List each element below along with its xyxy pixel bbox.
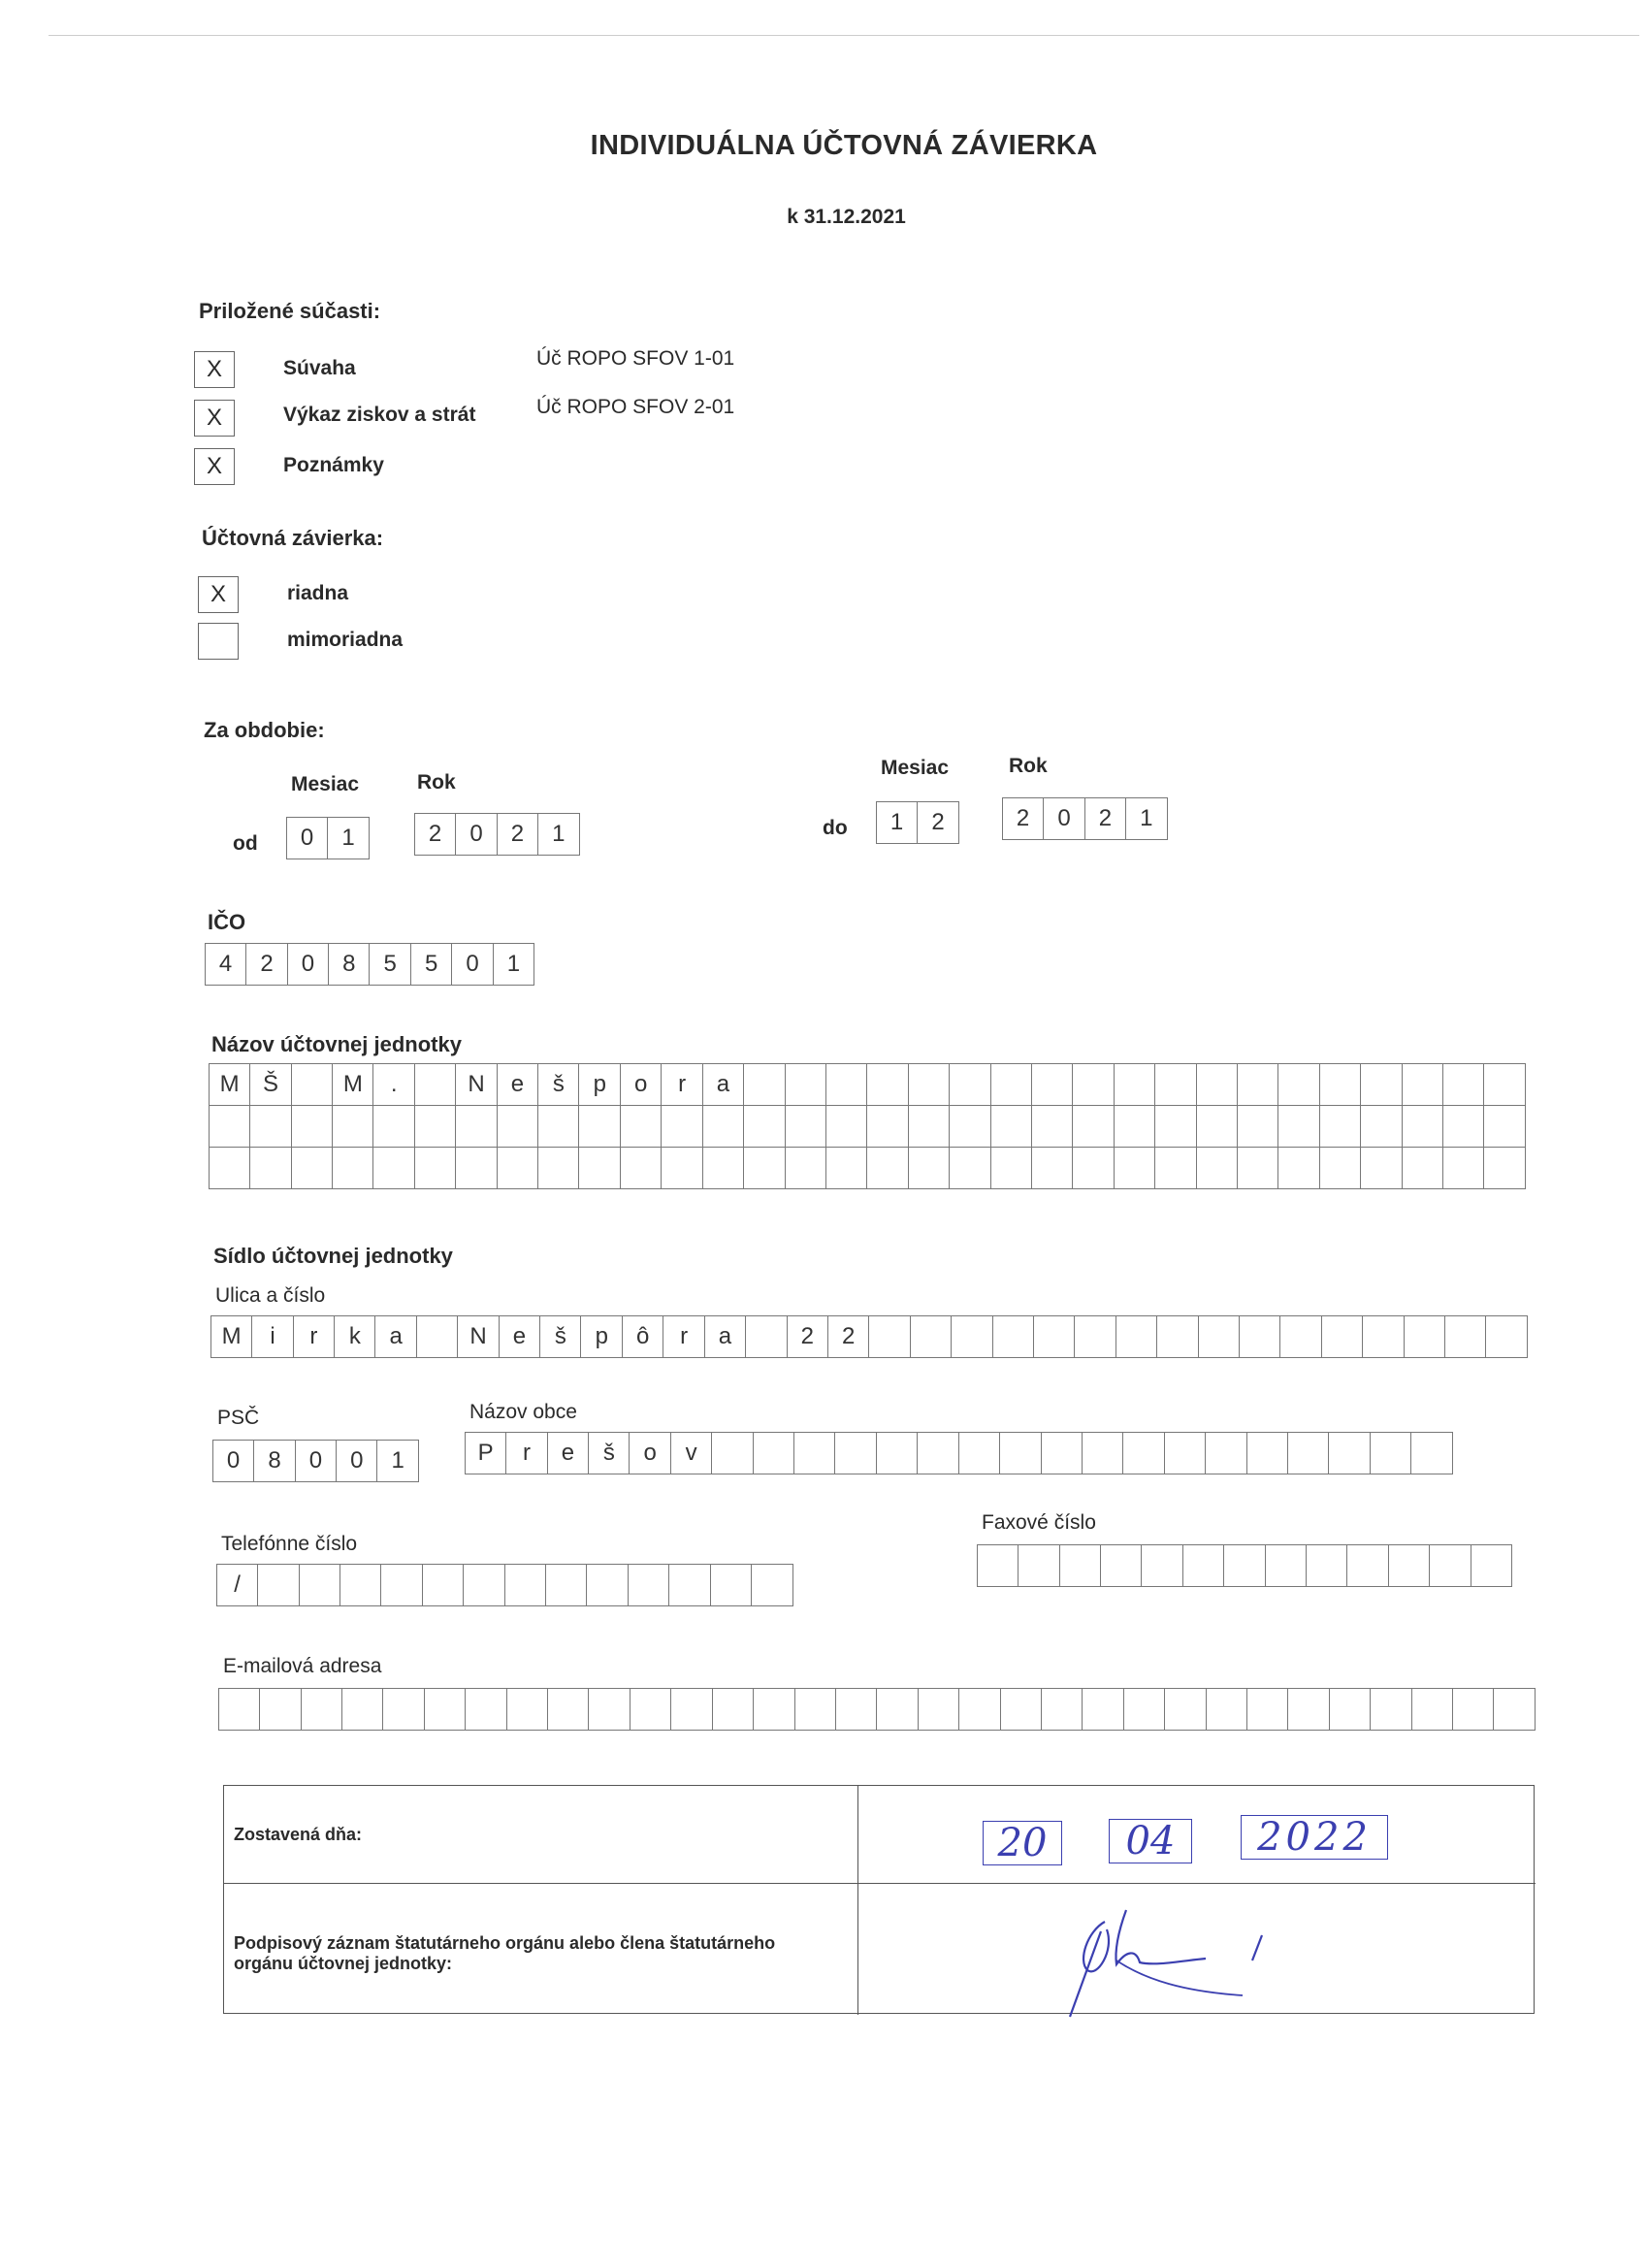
char-cell[interactable]: [1237, 1063, 1279, 1106]
char-cell[interactable]: o: [620, 1063, 663, 1106]
char-cell[interactable]: Š: [249, 1063, 292, 1106]
char-cell[interactable]: [1444, 1315, 1487, 1358]
char-cell[interactable]: [259, 1688, 302, 1731]
char-cell[interactable]: [711, 1432, 754, 1474]
char-cell[interactable]: [545, 1564, 588, 1606]
char-cell[interactable]: [382, 1688, 425, 1731]
ico-field[interactable]: [206, 943, 534, 986]
char-cell[interactable]: M: [210, 1315, 253, 1358]
document-date: k 31.12.2021: [787, 206, 906, 228]
char-cell[interactable]: [1072, 1063, 1115, 1106]
fax-field[interactable]: [978, 1544, 1512, 1587]
char-cell[interactable]: [1493, 1688, 1536, 1731]
char-cell[interactable]: [1059, 1544, 1102, 1587]
char-cell[interactable]: [1182, 1544, 1225, 1587]
char-cell[interactable]: [1319, 1063, 1362, 1106]
checkbox-regular[interactable]: X: [198, 576, 239, 613]
char-cell[interactable]: [1164, 1688, 1207, 1731]
char-cell[interactable]: [785, 1147, 827, 1189]
char-cell[interactable]: [670, 1688, 713, 1731]
char-cell[interactable]: [1082, 1432, 1124, 1474]
char-cell[interactable]: r: [293, 1315, 336, 1358]
char-cell[interactable]: [785, 1063, 827, 1106]
char-cell[interactable]: [1483, 1147, 1526, 1189]
char-cell[interactable]: [537, 1147, 580, 1189]
char-cell[interactable]: [209, 1105, 251, 1148]
char-cell[interactable]: p: [578, 1063, 621, 1106]
char-cell[interactable]: [785, 1105, 827, 1148]
char-cell[interactable]: [702, 1105, 745, 1148]
char-cell[interactable]: [1154, 1105, 1197, 1148]
char-cell[interactable]: [999, 1432, 1042, 1474]
char-cell[interactable]: [710, 1564, 753, 1606]
char-cell[interactable]: [588, 1688, 630, 1731]
char-cell[interactable]: [1429, 1544, 1471, 1587]
char-cell[interactable]: [918, 1688, 960, 1731]
checkbox-profit-loss[interactable]: X: [194, 400, 235, 437]
char-cell[interactable]: 2: [245, 943, 288, 986]
char-cell[interactable]: [332, 1105, 374, 1148]
phone-label: Telefónne číslo: [221, 1533, 358, 1555]
char-cell[interactable]: [1442, 1105, 1485, 1148]
char-cell[interactable]: [1277, 1063, 1320, 1106]
char-cell[interactable]: [249, 1105, 292, 1148]
char-cell[interactable]: [497, 1147, 539, 1189]
char-cell[interactable]: [1196, 1147, 1239, 1189]
char-cell[interactable]: [1319, 1105, 1362, 1148]
name-row: [210, 1147, 1526, 1189]
char-cell[interactable]: [712, 1688, 755, 1731]
period-heading: Za obdobie:: [204, 718, 325, 742]
char-cell[interactable]: [301, 1688, 343, 1731]
char-cell[interactable]: [1329, 1688, 1372, 1731]
label-balance: Súvaha: [283, 357, 356, 379]
char-cell[interactable]: [455, 1105, 498, 1148]
char-cell[interactable]: [1442, 1147, 1485, 1189]
char-cell[interactable]: [341, 1688, 384, 1731]
char-cell[interactable]: [876, 1432, 919, 1474]
char-cell[interactable]: a: [704, 1315, 747, 1358]
char-cell[interactable]: š: [537, 1063, 580, 1106]
char-cell[interactable]: [743, 1105, 786, 1148]
char-cell[interactable]: e: [497, 1063, 539, 1106]
name-field[interactable]: [210, 1063, 1526, 1189]
char-cell[interactable]: [702, 1147, 745, 1189]
char-cell[interactable]: [620, 1147, 663, 1189]
sign-label: Podpisový záznam štatutárneho orgánu alebo člena štatutárneho orgánu účtovnej jednotky:: [234, 1933, 776, 1973]
char-cell[interactable]: 1: [493, 943, 535, 986]
column-divider: [857, 1786, 858, 2015]
char-cell[interactable]: 5: [369, 943, 411, 986]
char-cell[interactable]: [1074, 1315, 1116, 1358]
char-cell[interactable]: [291, 1147, 334, 1189]
char-cell[interactable]: 8: [328, 943, 371, 986]
phone-field[interactable]: [217, 1564, 793, 1606]
code-balance: Úč ROPO SFOV 1-01: [536, 347, 735, 370]
char-cell[interactable]: [1196, 1105, 1239, 1148]
digit-cell[interactable]: 2: [497, 813, 539, 856]
char-cell[interactable]: [1123, 1688, 1166, 1731]
digit-cell[interactable]: 1: [327, 817, 370, 859]
char-cell[interactable]: [834, 1432, 877, 1474]
char-cell[interactable]: [1141, 1544, 1183, 1587]
checkbox-notes[interactable]: X: [194, 448, 235, 485]
char-cell[interactable]: 0: [295, 1440, 338, 1482]
char-cell[interactable]: [908, 1105, 951, 1148]
char-cell[interactable]: [1360, 1147, 1403, 1189]
char-cell[interactable]: 8: [253, 1440, 296, 1482]
char-cell[interactable]: [661, 1147, 703, 1189]
char-cell[interactable]: P: [465, 1432, 507, 1474]
char-cell[interactable]: [1346, 1544, 1389, 1587]
char-cell[interactable]: [291, 1063, 334, 1106]
digit-cell[interactable]: 1: [1125, 797, 1168, 840]
code-profit-loss: Úč ROPO SFOV 2-01: [536, 396, 735, 418]
char-cell[interactable]: [990, 1105, 1033, 1148]
char-cell[interactable]: [866, 1105, 909, 1148]
char-cell[interactable]: [1114, 1063, 1156, 1106]
char-cell[interactable]: 1: [376, 1440, 419, 1482]
char-cell[interactable]: [506, 1688, 549, 1731]
digit-cell[interactable]: 2: [1084, 797, 1127, 840]
label-profit-loss: Výkaz ziskov a strát: [283, 404, 476, 426]
to-year-label: Rok: [1009, 755, 1048, 777]
char-cell[interactable]: [1287, 1432, 1330, 1474]
char-cell[interactable]: [1072, 1147, 1115, 1189]
char-cell[interactable]: [497, 1105, 539, 1148]
char-cell[interactable]: 0: [287, 943, 330, 986]
email-field[interactable]: [219, 1688, 1536, 1731]
street-field[interactable]: [211, 1315, 1528, 1358]
char-cell[interactable]: [209, 1147, 251, 1189]
char-cell[interactable]: [949, 1105, 991, 1148]
char-cell[interactable]: [1360, 1105, 1403, 1148]
char-cell[interactable]: [1279, 1315, 1322, 1358]
char-cell[interactable]: [661, 1105, 703, 1148]
char-cell[interactable]: [794, 1688, 837, 1731]
document-title: INDIVIDUÁLNA ÚČTOVNÁ ZÁVIERKA: [590, 130, 1098, 161]
char-cell[interactable]: [743, 1063, 786, 1106]
char-cell[interactable]: š: [539, 1315, 582, 1358]
compiled-year[interactable]: 2022: [1241, 1815, 1388, 1860]
char-cell[interactable]: [1031, 1147, 1074, 1189]
char-cell[interactable]: [958, 1688, 1001, 1731]
char-cell[interactable]: [1237, 1147, 1279, 1189]
char-cell[interactable]: [1246, 1432, 1289, 1474]
char-cell[interactable]: [414, 1147, 457, 1189]
char-cell[interactable]: [949, 1063, 991, 1106]
char-cell[interactable]: [463, 1564, 505, 1606]
char-cell[interactable]: [424, 1688, 467, 1731]
fax-label: Faxové číslo: [982, 1511, 1096, 1534]
char-cell[interactable]: e: [499, 1315, 541, 1358]
char-cell[interactable]: v: [670, 1432, 713, 1474]
digit-cell[interactable]: 0: [286, 817, 329, 859]
char-cell[interactable]: [1206, 1688, 1248, 1731]
char-cell[interactable]: [1370, 1432, 1412, 1474]
char-cell[interactable]: [958, 1432, 1001, 1474]
char-cell[interactable]: [372, 1105, 415, 1148]
char-cell[interactable]: [1033, 1315, 1076, 1358]
char-cell[interactable]: [1360, 1063, 1403, 1106]
char-cell[interactable]: [1018, 1544, 1060, 1587]
char-cell[interactable]: [866, 1063, 909, 1106]
char-cell[interactable]: /: [216, 1564, 259, 1606]
char-cell[interactable]: [751, 1564, 793, 1606]
char-cell[interactable]: [1031, 1063, 1074, 1106]
char-cell[interactable]: o: [629, 1432, 671, 1474]
char-cell[interactable]: [630, 1688, 672, 1731]
char-cell[interactable]: 4: [205, 943, 247, 986]
signature-table: [223, 1785, 1535, 2014]
char-cell[interactable]: [537, 1105, 580, 1148]
char-cell[interactable]: [1402, 1063, 1444, 1106]
char-cell[interactable]: [1362, 1315, 1405, 1358]
closure-heading: Účtovná závierka:: [202, 526, 384, 550]
char-cell[interactable]: [949, 1147, 991, 1189]
digit-cell[interactable]: 0: [455, 813, 498, 856]
from-year-label: Rok: [417, 771, 456, 794]
char-cell[interactable]: [1164, 1432, 1207, 1474]
char-cell[interactable]: [1237, 1105, 1279, 1148]
seat-heading: Sídlo účtovnej jednotky: [213, 1244, 453, 1268]
char-cell[interactable]: [1321, 1315, 1364, 1358]
char-cell[interactable]: [1402, 1147, 1444, 1189]
char-cell[interactable]: [992, 1315, 1035, 1358]
char-cell[interactable]: [977, 1544, 1019, 1587]
char-cell[interactable]: [578, 1147, 621, 1189]
name-label: Názov účtovnej jednotky: [211, 1032, 462, 1056]
char-cell[interactable]: š: [588, 1432, 630, 1474]
to-label: do: [823, 817, 848, 839]
digit-cell[interactable]: 2: [917, 801, 959, 844]
char-cell[interactable]: [825, 1147, 868, 1189]
handwritten-signature: [1058, 1902, 1388, 2019]
city-label: Názov obce: [469, 1401, 577, 1423]
char-cell[interactable]: [1154, 1063, 1197, 1106]
char-cell[interactable]: [1196, 1063, 1239, 1106]
digit-cell[interactable]: 1: [876, 801, 919, 844]
from-label: od: [233, 832, 258, 855]
char-cell[interactable]: [668, 1564, 711, 1606]
char-cell[interactable]: [1277, 1147, 1320, 1189]
char-cell[interactable]: [753, 1688, 795, 1731]
char-cell[interactable]: [628, 1564, 670, 1606]
to-month-field[interactable]: [877, 801, 959, 844]
city-field[interactable]: [466, 1432, 1453, 1474]
compiled-label: Zostavená dňa:: [234, 1825, 363, 1844]
char-cell[interactable]: r: [661, 1063, 703, 1106]
char-cell[interactable]: [1265, 1544, 1308, 1587]
char-cell[interactable]: [1122, 1432, 1165, 1474]
char-cell[interactable]: 2: [787, 1315, 829, 1358]
char-cell[interactable]: i: [251, 1315, 294, 1358]
char-cell[interactable]: [380, 1564, 423, 1606]
name-row: [210, 1105, 1526, 1148]
char-cell[interactable]: [1483, 1105, 1526, 1148]
label-regular: riadna: [287, 582, 349, 604]
digit-cell[interactable]: 2: [414, 813, 457, 856]
char-cell[interactable]: [1411, 1688, 1454, 1731]
char-cell[interactable]: [1114, 1147, 1156, 1189]
char-cell[interactable]: [1041, 1688, 1083, 1731]
char-cell[interactable]: [1116, 1315, 1158, 1358]
char-cell[interactable]: [745, 1315, 788, 1358]
char-cell[interactable]: N: [455, 1063, 498, 1106]
char-cell[interactable]: [1031, 1105, 1074, 1148]
char-cell[interactable]: [1319, 1147, 1362, 1189]
char-cell[interactable]: a: [374, 1315, 417, 1358]
char-cell[interactable]: 0: [336, 1440, 378, 1482]
char-cell[interactable]: [620, 1105, 663, 1148]
char-cell[interactable]: [586, 1564, 629, 1606]
char-cell[interactable]: [1328, 1432, 1371, 1474]
char-cell[interactable]: [868, 1315, 911, 1358]
char-cell[interactable]: ô: [622, 1315, 664, 1358]
to-year-field[interactable]: [1003, 797, 1168, 840]
char-cell[interactable]: [291, 1105, 334, 1148]
char-cell[interactable]: M: [209, 1063, 251, 1106]
char-cell[interactable]: [825, 1063, 868, 1106]
char-cell[interactable]: p: [580, 1315, 623, 1358]
char-cell[interactable]: [1306, 1544, 1348, 1587]
char-cell[interactable]: [422, 1564, 465, 1606]
digit-cell[interactable]: 0: [1043, 797, 1085, 840]
char-cell[interactable]: [332, 1147, 374, 1189]
char-cell[interactable]: [465, 1688, 507, 1731]
label-notes: Poznámky: [283, 454, 384, 476]
char-cell[interactable]: 0: [451, 943, 494, 986]
char-cell[interactable]: [951, 1315, 993, 1358]
char-cell[interactable]: [547, 1688, 590, 1731]
checkbox-balance[interactable]: X: [194, 351, 235, 388]
char-cell[interactable]: [1410, 1432, 1453, 1474]
char-cell[interactable]: [1100, 1544, 1143, 1587]
char-cell[interactable]: [1287, 1688, 1330, 1731]
char-cell[interactable]: [218, 1688, 261, 1731]
char-cell[interactable]: [753, 1432, 795, 1474]
char-cell[interactable]: [908, 1063, 951, 1106]
from-month-field[interactable]: [287, 817, 370, 859]
char-cell[interactable]: r: [663, 1315, 705, 1358]
char-cell[interactable]: [1223, 1544, 1266, 1587]
scan-edge-line: [48, 35, 1639, 36]
char-cell[interactable]: e: [547, 1432, 590, 1474]
street-label: Ulica a číslo: [215, 1284, 326, 1307]
char-cell[interactable]: [1239, 1315, 1281, 1358]
char-cell[interactable]: [1402, 1105, 1444, 1148]
to-month-label: Mesiac: [881, 757, 950, 779]
char-cell[interactable]: [917, 1432, 959, 1474]
char-cell[interactable]: r: [505, 1432, 548, 1474]
char-cell[interactable]: [835, 1688, 878, 1731]
char-cell[interactable]: [910, 1315, 953, 1358]
char-cell[interactable]: [1205, 1432, 1247, 1474]
char-cell[interactable]: [1246, 1688, 1289, 1731]
char-cell[interactable]: [908, 1147, 951, 1189]
char-cell[interactable]: [1485, 1315, 1528, 1358]
char-cell[interactable]: [249, 1147, 292, 1189]
char-cell[interactable]: [793, 1432, 836, 1474]
char-cell[interactable]: [299, 1564, 341, 1606]
char-cell[interactable]: [1082, 1688, 1124, 1731]
char-cell[interactable]: [1198, 1315, 1241, 1358]
components-heading: Priložené súčasti:: [199, 299, 381, 323]
char-cell[interactable]: [866, 1147, 909, 1189]
digit-cell[interactable]: 1: [537, 813, 580, 856]
char-cell[interactable]: [1041, 1432, 1083, 1474]
char-cell[interactable]: [414, 1105, 457, 1148]
char-cell[interactable]: [414, 1063, 457, 1106]
char-cell[interactable]: [1452, 1688, 1495, 1731]
label-extraordinary: mimoriadna: [287, 629, 404, 651]
char-cell[interactable]: [876, 1688, 919, 1731]
char-cell[interactable]: [340, 1564, 382, 1606]
char-cell[interactable]: [1156, 1315, 1199, 1358]
char-cell[interactable]: [257, 1564, 300, 1606]
char-cell[interactable]: [1114, 1105, 1156, 1148]
from-year-field[interactable]: [415, 813, 580, 856]
char-cell[interactable]: [1154, 1147, 1197, 1189]
char-cell[interactable]: [743, 1147, 786, 1189]
char-cell[interactable]: [372, 1147, 415, 1189]
ico-label: IČO: [208, 910, 246, 934]
char-cell[interactable]: [1471, 1544, 1513, 1587]
char-cell[interactable]: [1277, 1105, 1320, 1148]
compiled-month[interactable]: 04: [1109, 1819, 1192, 1863]
char-cell[interactable]: [825, 1105, 868, 1148]
char-cell[interactable]: [1483, 1063, 1526, 1106]
compiled-day[interactable]: 20: [983, 1821, 1062, 1865]
char-cell[interactable]: [455, 1147, 498, 1189]
char-cell[interactable]: 5: [410, 943, 453, 986]
char-cell[interactable]: M: [332, 1063, 374, 1106]
digit-cell[interactable]: 2: [1002, 797, 1045, 840]
char-cell[interactable]: [990, 1063, 1033, 1106]
row-divider: [224, 1883, 1536, 1884]
char-cell[interactable]: 0: [212, 1440, 255, 1482]
checkbox-extraordinary[interactable]: [198, 623, 239, 660]
char-cell[interactable]: [1000, 1688, 1043, 1731]
name-row: [210, 1063, 1526, 1106]
char-cell[interactable]: N: [457, 1315, 500, 1358]
char-cell[interactable]: 2: [827, 1315, 870, 1358]
char-cell[interactable]: [1370, 1688, 1412, 1731]
from-month-label: Mesiac: [291, 773, 360, 795]
char-cell[interactable]: [1072, 1105, 1115, 1148]
psc-field[interactable]: [213, 1440, 419, 1482]
char-cell[interactable]: [504, 1564, 547, 1606]
char-cell[interactable]: [416, 1315, 459, 1358]
char-cell[interactable]: [1442, 1063, 1485, 1106]
email-label: E-mailová adresa: [223, 1655, 382, 1677]
char-cell[interactable]: a: [702, 1063, 745, 1106]
char-cell[interactable]: [1388, 1544, 1431, 1587]
char-cell[interactable]: [1404, 1315, 1446, 1358]
char-cell[interactable]: .: [372, 1063, 415, 1106]
char-cell[interactable]: [578, 1105, 621, 1148]
psc-label: PSČ: [217, 1407, 260, 1429]
char-cell[interactable]: k: [334, 1315, 376, 1358]
char-cell[interactable]: [990, 1147, 1033, 1189]
